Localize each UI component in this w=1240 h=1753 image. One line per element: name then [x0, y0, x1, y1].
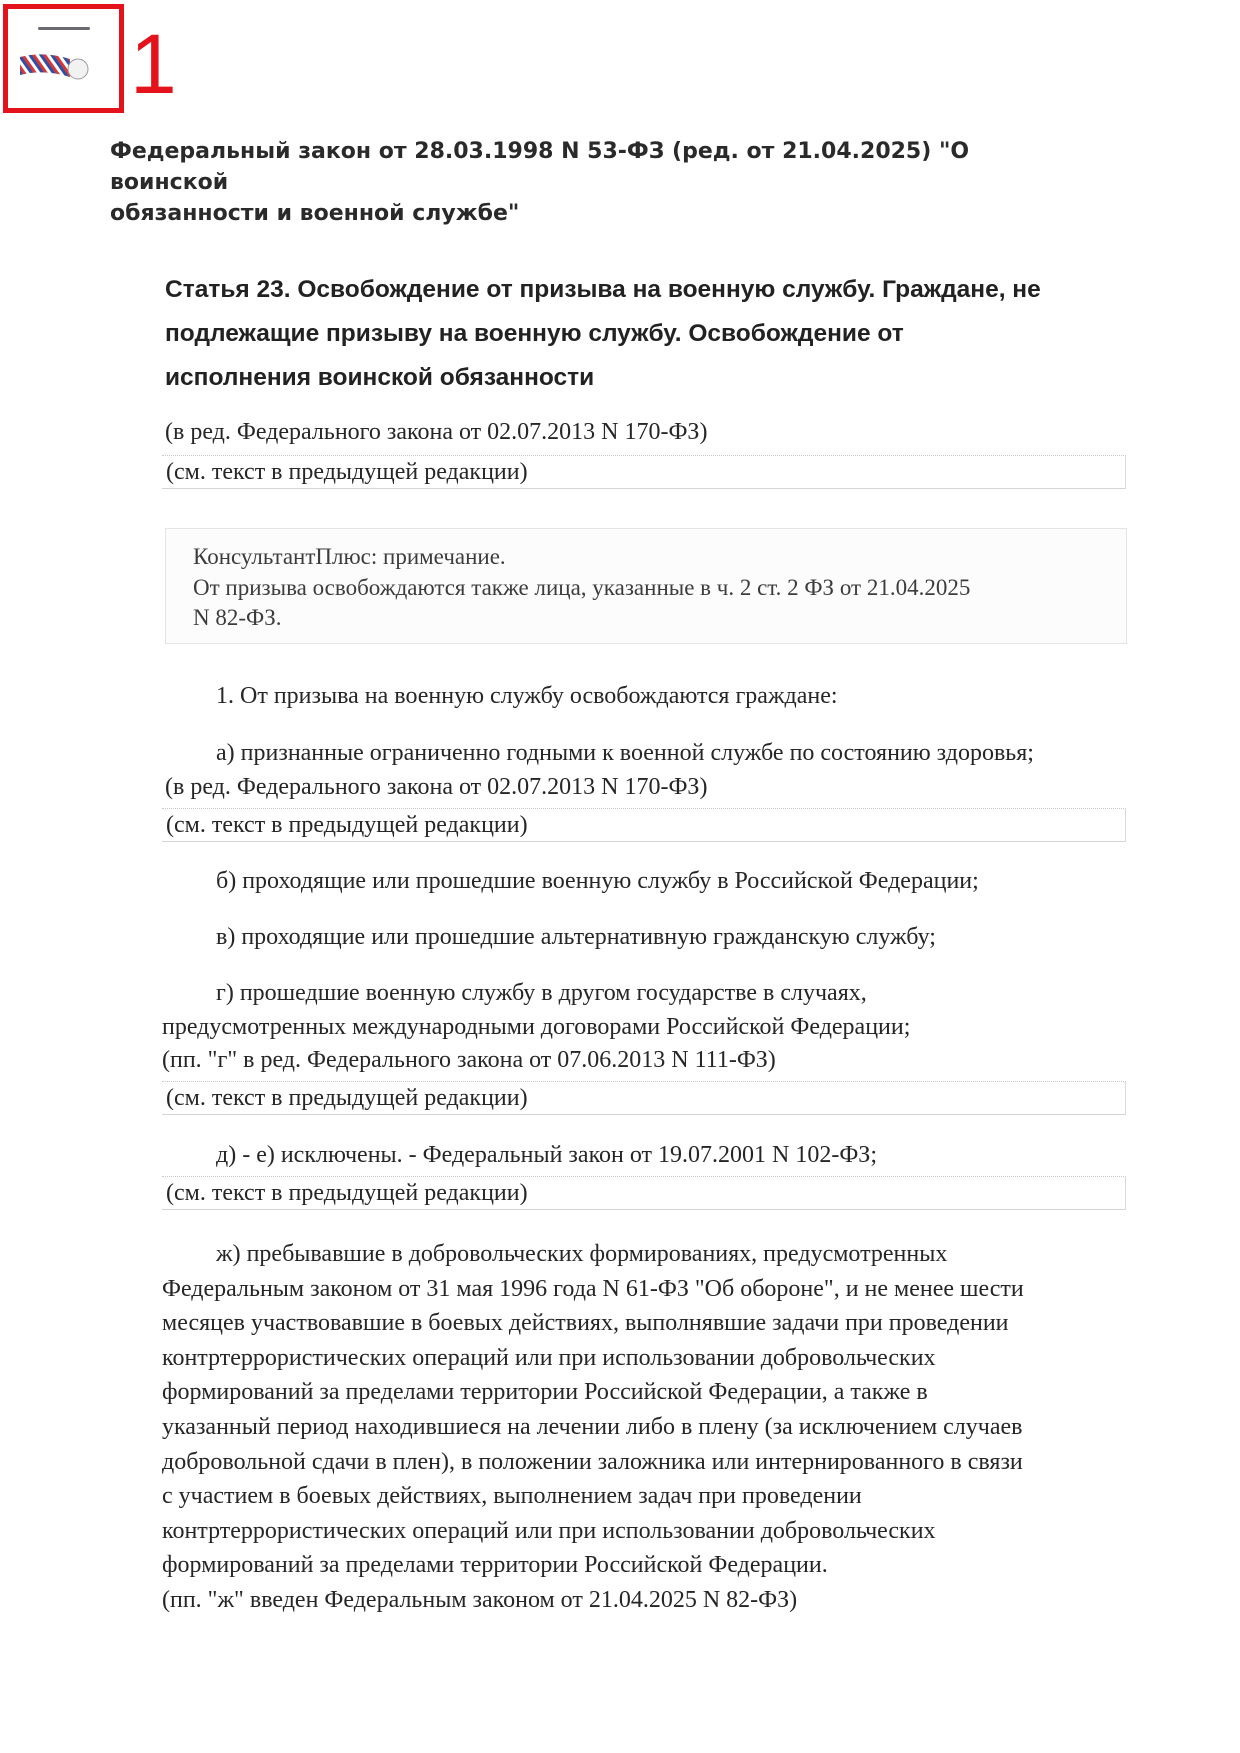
article-edition-note: (в ред. Федерального закона от 02.07.2013 N 170-ФЗ) [165, 419, 708, 445]
item-zh-line: указанный период находившиеся на лечении либо в плену (за исключением случаев [162, 1413, 1023, 1440]
article-title-line: исполнения воинской обязанности [165, 364, 595, 391]
section-1-intro: 1. От призыва на военную службу освобождаются граждане: [216, 683, 838, 709]
item-zh-line: с участием в боевых действиях, выполнением задач при проведении [162, 1483, 862, 1510]
prev-edition-link-box[interactable] [162, 1176, 1126, 1210]
item-b: б) проходящие или прошедшие военную службу в Российской Федерации; [216, 868, 979, 894]
note-heading: КонсультантПлюс: примечание. [193, 544, 506, 569]
article-title-line: Статья 23. Освобождение от призыва на военную службу. Граждане, не [165, 276, 1041, 303]
logo-dash [38, 27, 90, 30]
logo-frame [3, 4, 124, 113]
page-number: 1 [130, 17, 177, 111]
document-title-line: Федеральный закон от 28.03.1998 N 53-ФЗ (ред. от 21.04.2025) "О воинской [110, 139, 970, 195]
item-a-edition: (в ред. Федерального закона от 02.07.2013 N 170-ФЗ) [165, 774, 708, 800]
flag-logo-icon [18, 51, 90, 81]
item-v: в) проходящие или прошедшие альтернативную гражданскую службу; [216, 924, 936, 950]
article-title [165, 268, 1135, 400]
item-de: д) - е) исключены. - Федеральный закон от 19.07.2001 N 102-ФЗ; [216, 1142, 877, 1168]
item-g-line: предусмотренных международными договорами Российской Федерации; [162, 1014, 911, 1040]
item-zh-line: контртеррористических операций или при использовании добровольческих [162, 1344, 936, 1371]
article-title-line: подлежащие призыву на военную службу. Освобождение от [165, 320, 904, 347]
item-zh-line: ж) пребывавшие в добровольческих формированиях, предусмотренных [216, 1241, 948, 1267]
prev-edition-link-box[interactable] [162, 808, 1126, 842]
item-zh-edition: (пп. "ж" введен Федеральным законом от 21.04.2025 N 82-ФЗ) [162, 1586, 798, 1613]
item-zh-line: формирований за пределами территории Российской Федерации, а также в [162, 1379, 928, 1406]
prev-edition-link[interactable]: (см. текст в предыдущей редакции) [166, 459, 528, 485]
prev-edition-link-box[interactable] [162, 455, 1126, 489]
document-title-line: обязанности и военной службе" [110, 201, 520, 226]
item-a: а) признанные ограниченно годными к военной службе по состоянию здоровья; [216, 740, 1034, 766]
item-zh-line: добровольной сдачи в плен), в положении заложника или интернированного в связи [162, 1448, 1023, 1475]
item-zh-line: Федеральным законом от 31 мая 1996 года N 61-ФЗ "Об обороне", и не менее шести [162, 1275, 1024, 1302]
item-g-edition: (пп. "г" в ред. Федерального закона от 07.06.2013 N 111-ФЗ) [162, 1047, 776, 1073]
item-zh-line: месяцев участвовавшие в боевых действиях, выполнявшие задачи при проведении [162, 1310, 1009, 1337]
item-zh [162, 1237, 1162, 1618]
prev-edition-link-box[interactable] [162, 1081, 1126, 1115]
consultant-note-box [165, 528, 1127, 644]
item-zh-line: контртеррористических операций или при использовании добровольческих [162, 1517, 936, 1544]
item-g-line: г) прошедшие военную службу в другом государстве в случаях, [216, 980, 867, 1006]
prev-edition-link[interactable]: (см. текст в предыдущей редакции) [166, 1085, 528, 1111]
prev-edition-link[interactable]: (см. текст в предыдущей редакции) [166, 812, 528, 838]
item-zh-line: формирований за пределами территории Российской Федерации. [162, 1552, 828, 1579]
document-title [110, 136, 1090, 229]
note-line: N 82-ФЗ. [193, 605, 282, 630]
prev-edition-link[interactable]: (см. текст в предыдущей редакции) [166, 1180, 528, 1206]
note-line: От призыва освобождаются также лица, указанные в ч. 2 ст. 2 ФЗ от 21.04.2025 [193, 575, 971, 600]
